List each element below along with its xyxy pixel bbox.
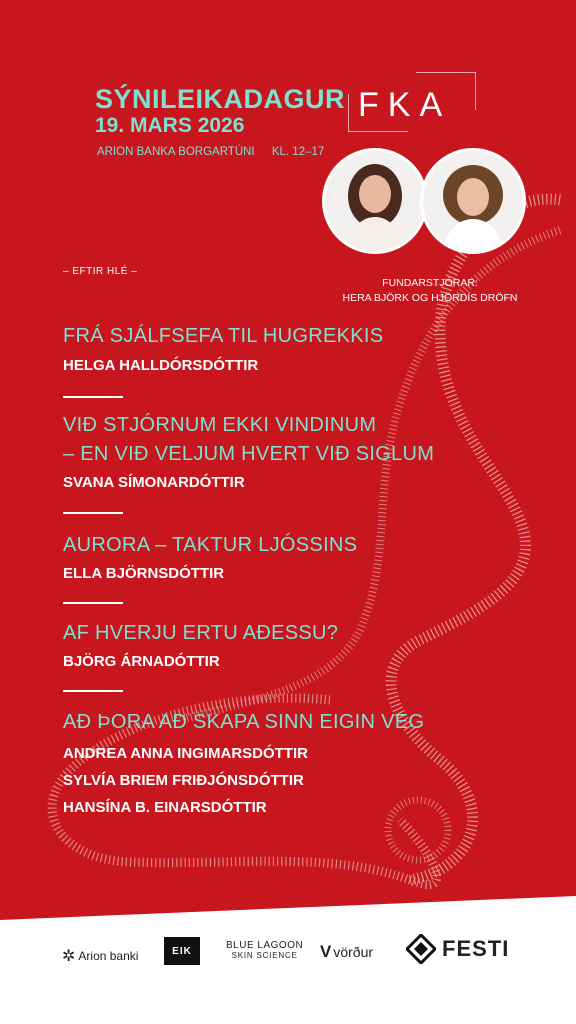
event-date: 19. MARS 2026 [95,114,245,137]
talk-speaker: HELGA HALLDÓRSDÓTTIR [63,357,259,374]
moderator-photo-hera [322,148,428,254]
arion-star-icon: ✲ [62,948,76,965]
sponsor-vordur [320,942,373,962]
sponsor-festi [406,934,509,964]
venue-name: ARION BANKA BORGARTÚNI [97,146,255,158]
talk-title: AÐ ÞORA AÐ SKAPA SINN EIGIN VEG [63,711,425,733]
moderators-label: FUNDARSTJÓRAR: [382,277,478,289]
sponsor-arion [62,946,138,966]
event-venue [97,146,324,158]
talk-speaker: HANSÍNA B. EINARSDÓTTIR [63,799,267,816]
sponsor-eik: EIK [164,937,200,965]
talk-speaker: SVANA SÍMONARDÓTTIR [63,474,245,491]
talk-speaker: BJÖRG ÁRNADÓTTIR [63,653,220,670]
moderator-photo-hjordis [420,148,526,254]
talk-title: – EN VIÐ VELJUM HVERT VIÐ SIGLUM [63,443,435,465]
divider [63,690,123,692]
talk-title: AF HVERJU ERTU AÐESSU? [63,622,339,644]
talk-title: FRÁ SJÁLFSEFA TIL HUGREKKIS [63,325,384,347]
sponsor-blue-lagoon-sub: SKIN SCIENCE [231,951,298,960]
talk-title: AURORA – TAKTUR LJÓSSINS [63,534,358,556]
sponsor-arion-label: Arion banki [78,949,139,963]
festi-diamond-icon [406,934,436,964]
talk-speaker: ANDREA ANNA INGIMARSDÓTTIR [63,745,308,762]
section-label: – EFTIR HLÉ – [63,266,138,277]
moderators-names: HERA BJÖRK OG HJÖRDÍS DRÖFN [342,292,518,304]
talk-title: VIÐ STJÓRNUM EKKI VINDINUM [63,414,377,436]
moderators [330,276,530,306]
talk-speaker: SYLVÍA BRIEM FRIÐJÓNSDÓTTIR [63,772,304,789]
divider [63,512,123,514]
event-time: KL. 12–17 [271,146,325,158]
event-title: SÝNILEIKADAGUR [95,84,346,114]
sponsor-festi-label: FESTI [442,936,510,961]
talk-speaker: ELLA BJÖRNSDÓTTIR [63,565,225,582]
divider [63,602,123,604]
vordur-v-icon: V [320,942,332,961]
sponsor-vordur-label: vörður [333,944,374,960]
sponsor-blue-lagoon [226,940,303,960]
fka-logo: FKA [358,86,452,124]
sponsor-blue-lagoon-label: BLUE LAGOON [226,940,304,951]
divider [63,396,123,398]
